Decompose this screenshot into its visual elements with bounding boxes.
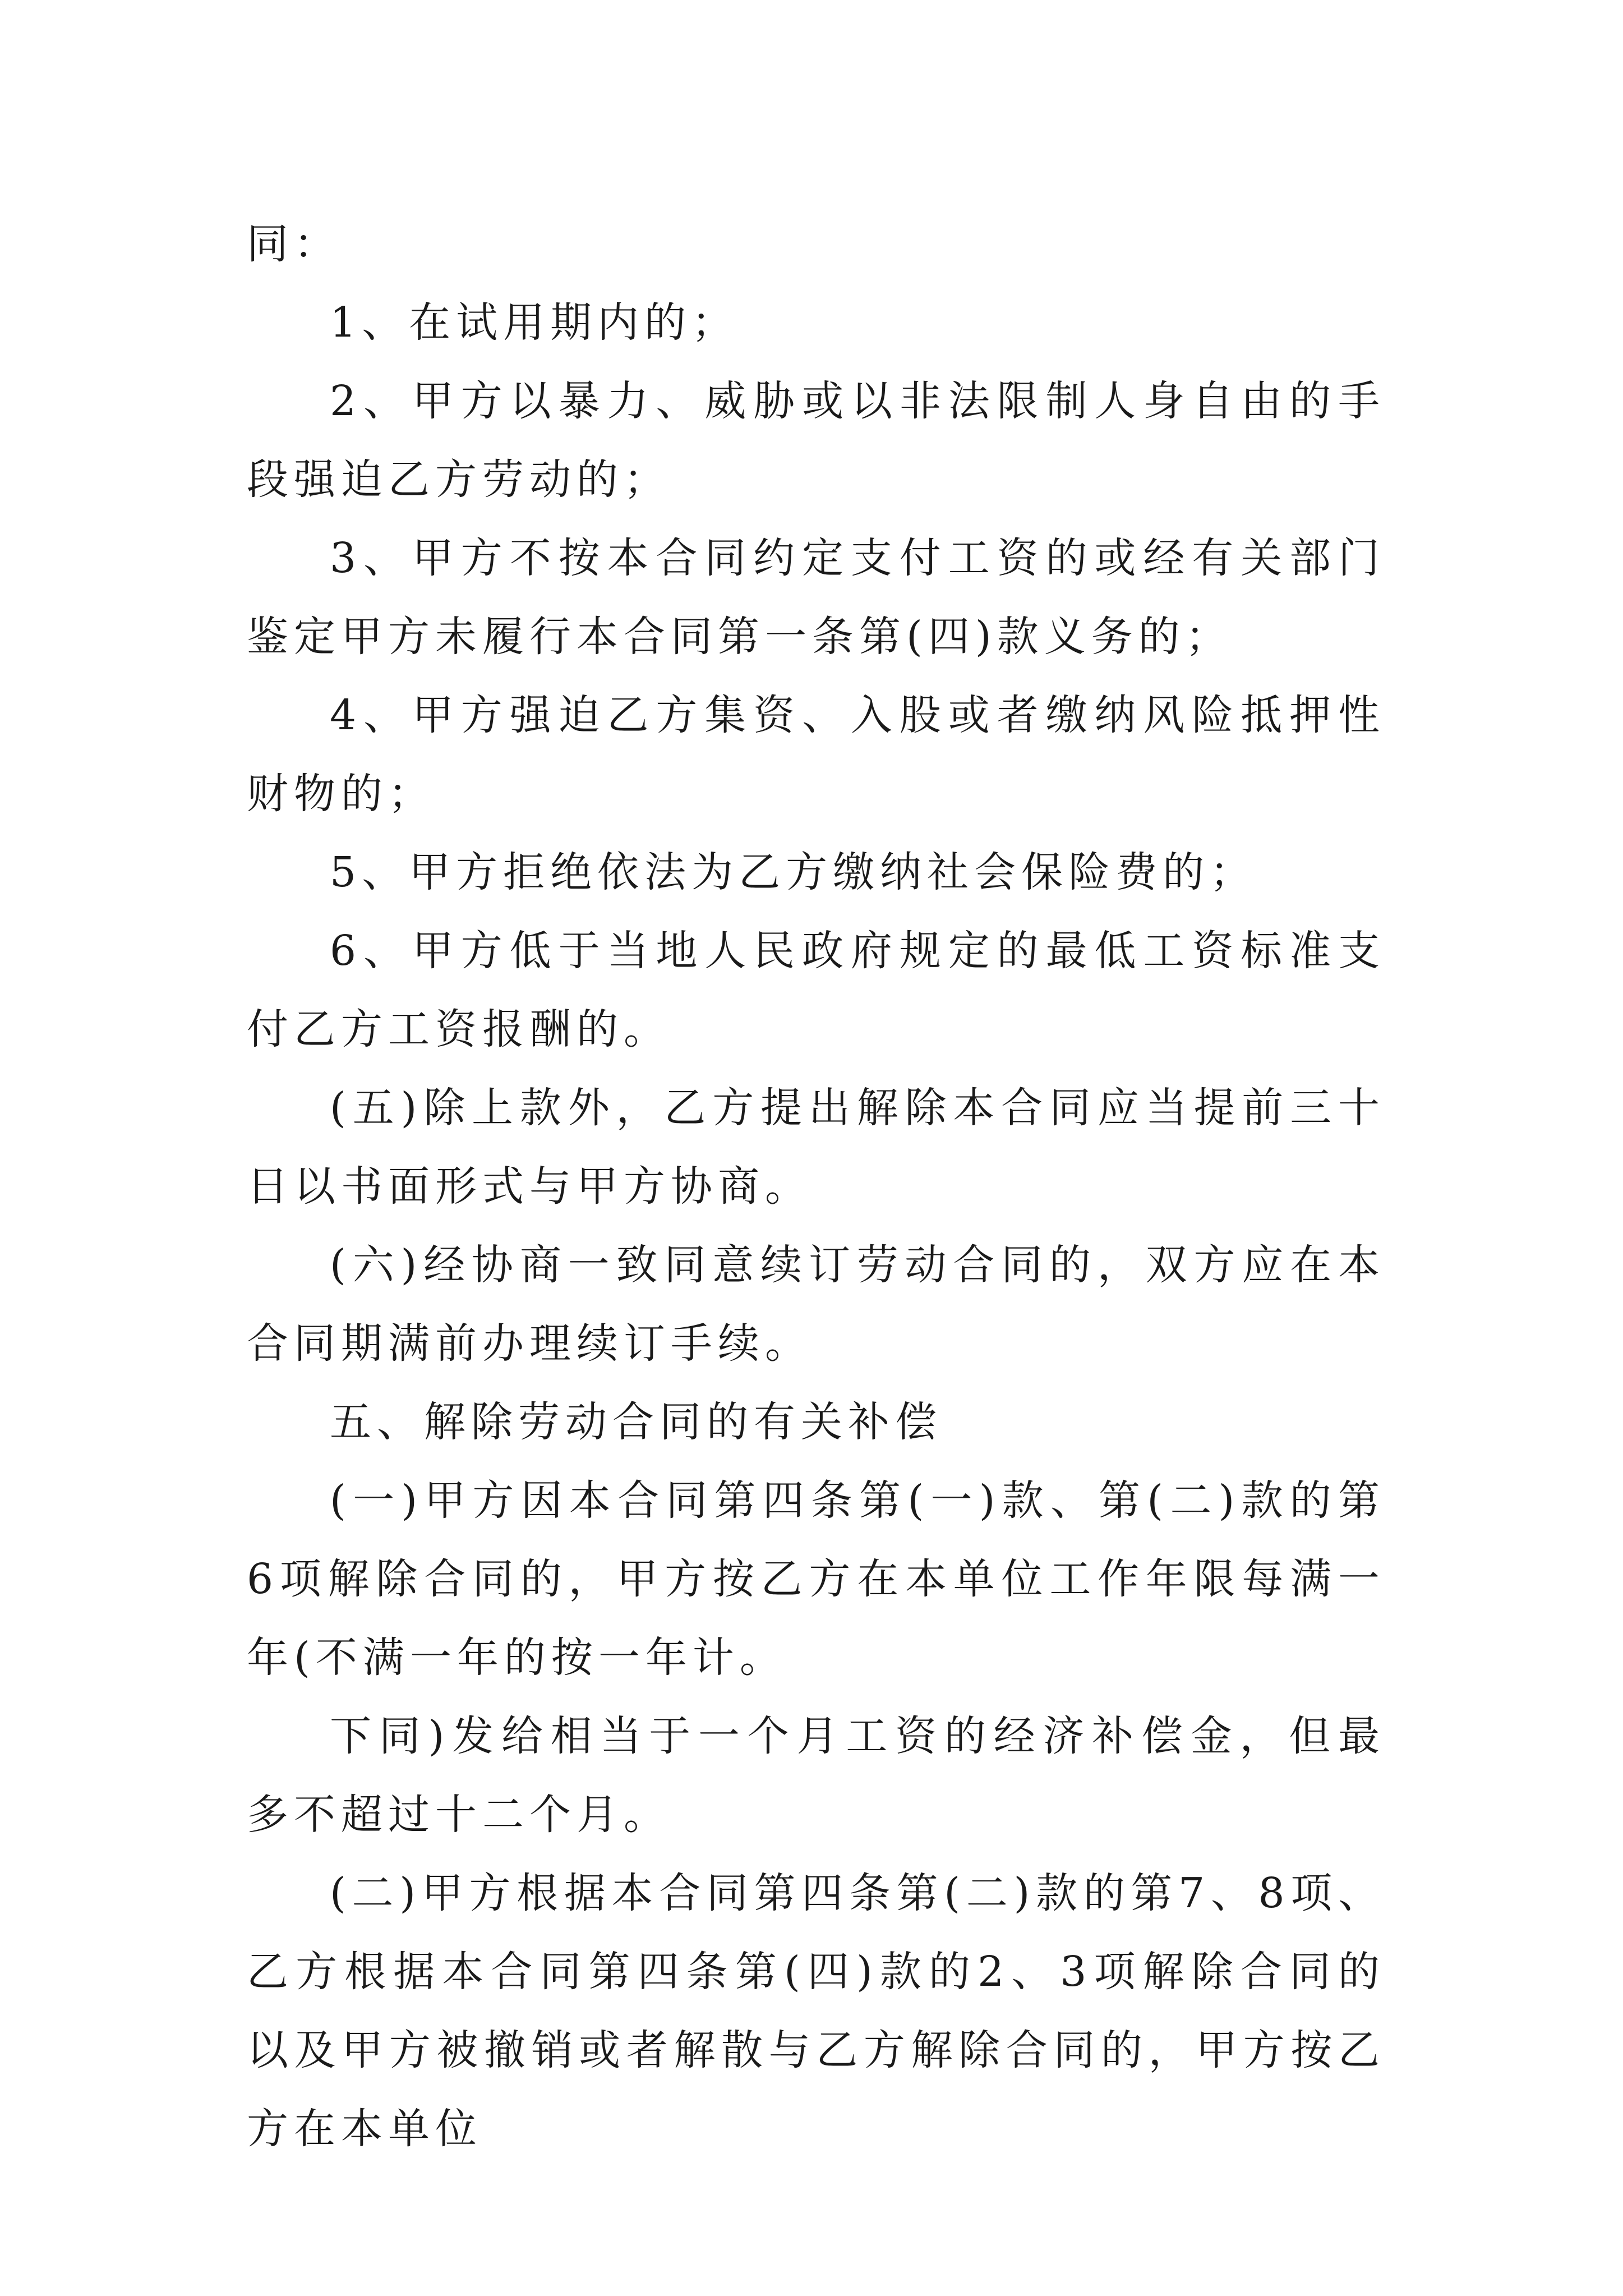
paragraph-continuation: 同： <box>247 220 341 268</box>
paragraph-compensation-1: (一)甲方因本合同第四条第(一)款、第(二)款的第6项解除合同的，甲方按乙方在本单位工作年限每满一年(不满一年的按一年计。 <box>247 1476 1385 1682</box>
paragraph-clause-5: (五)除上款外，乙方提出解除本合同应当提前三十日以书面形式与甲方协商。 <box>247 1084 1385 1211</box>
paragraph-compensation-2: (二)甲方根据本合同第四条第(二)款的第7、8项、乙方根据本合同第四条第(四)款的2、3项解除合同的以及甲方被撤销或者解散与乙方解除合同的，甲方按乙方在本单位 <box>247 1869 1385 2153</box>
paragraph-item-2: 2、甲方以暴力、威胁或以非法限制人身自由的手段强迫乙方劳动的； <box>247 377 1385 504</box>
document-body <box>247 205 1385 2168</box>
paragraph-item-4: 4、甲方强迫乙方集资、入股或者缴纳风险抵押性财物的； <box>247 691 1385 818</box>
paragraph-item-6: 6、甲方低于当地人民政府规定的最低工资标准支付乙方工资报酬的。 <box>247 927 1385 1053</box>
section-heading-5: 五、解除劳动合同的有关补偿 <box>330 1398 942 1446</box>
paragraph-clause-6: (六)经协商一致同意续订劳动合同的，双方应在本合同期满前办理续订手续。 <box>247 1241 1385 1368</box>
paragraph-item-1: 1、在试用期内的； <box>330 298 739 347</box>
paragraph-item-5: 5、甲方拒绝依法为乙方缴纳社会保险费的； <box>330 848 1257 896</box>
paragraph-compensation-1-cont: 下同)发给相当于一个月工资的经济补偿金，但最多不超过十二个月。 <box>247 1712 1385 1839</box>
paragraph-item-3: 3、甲方不按本合同约定支付工资的或经有关部门鉴定甲方未履行本合同第一条第(四)款义务的； <box>247 534 1385 661</box>
